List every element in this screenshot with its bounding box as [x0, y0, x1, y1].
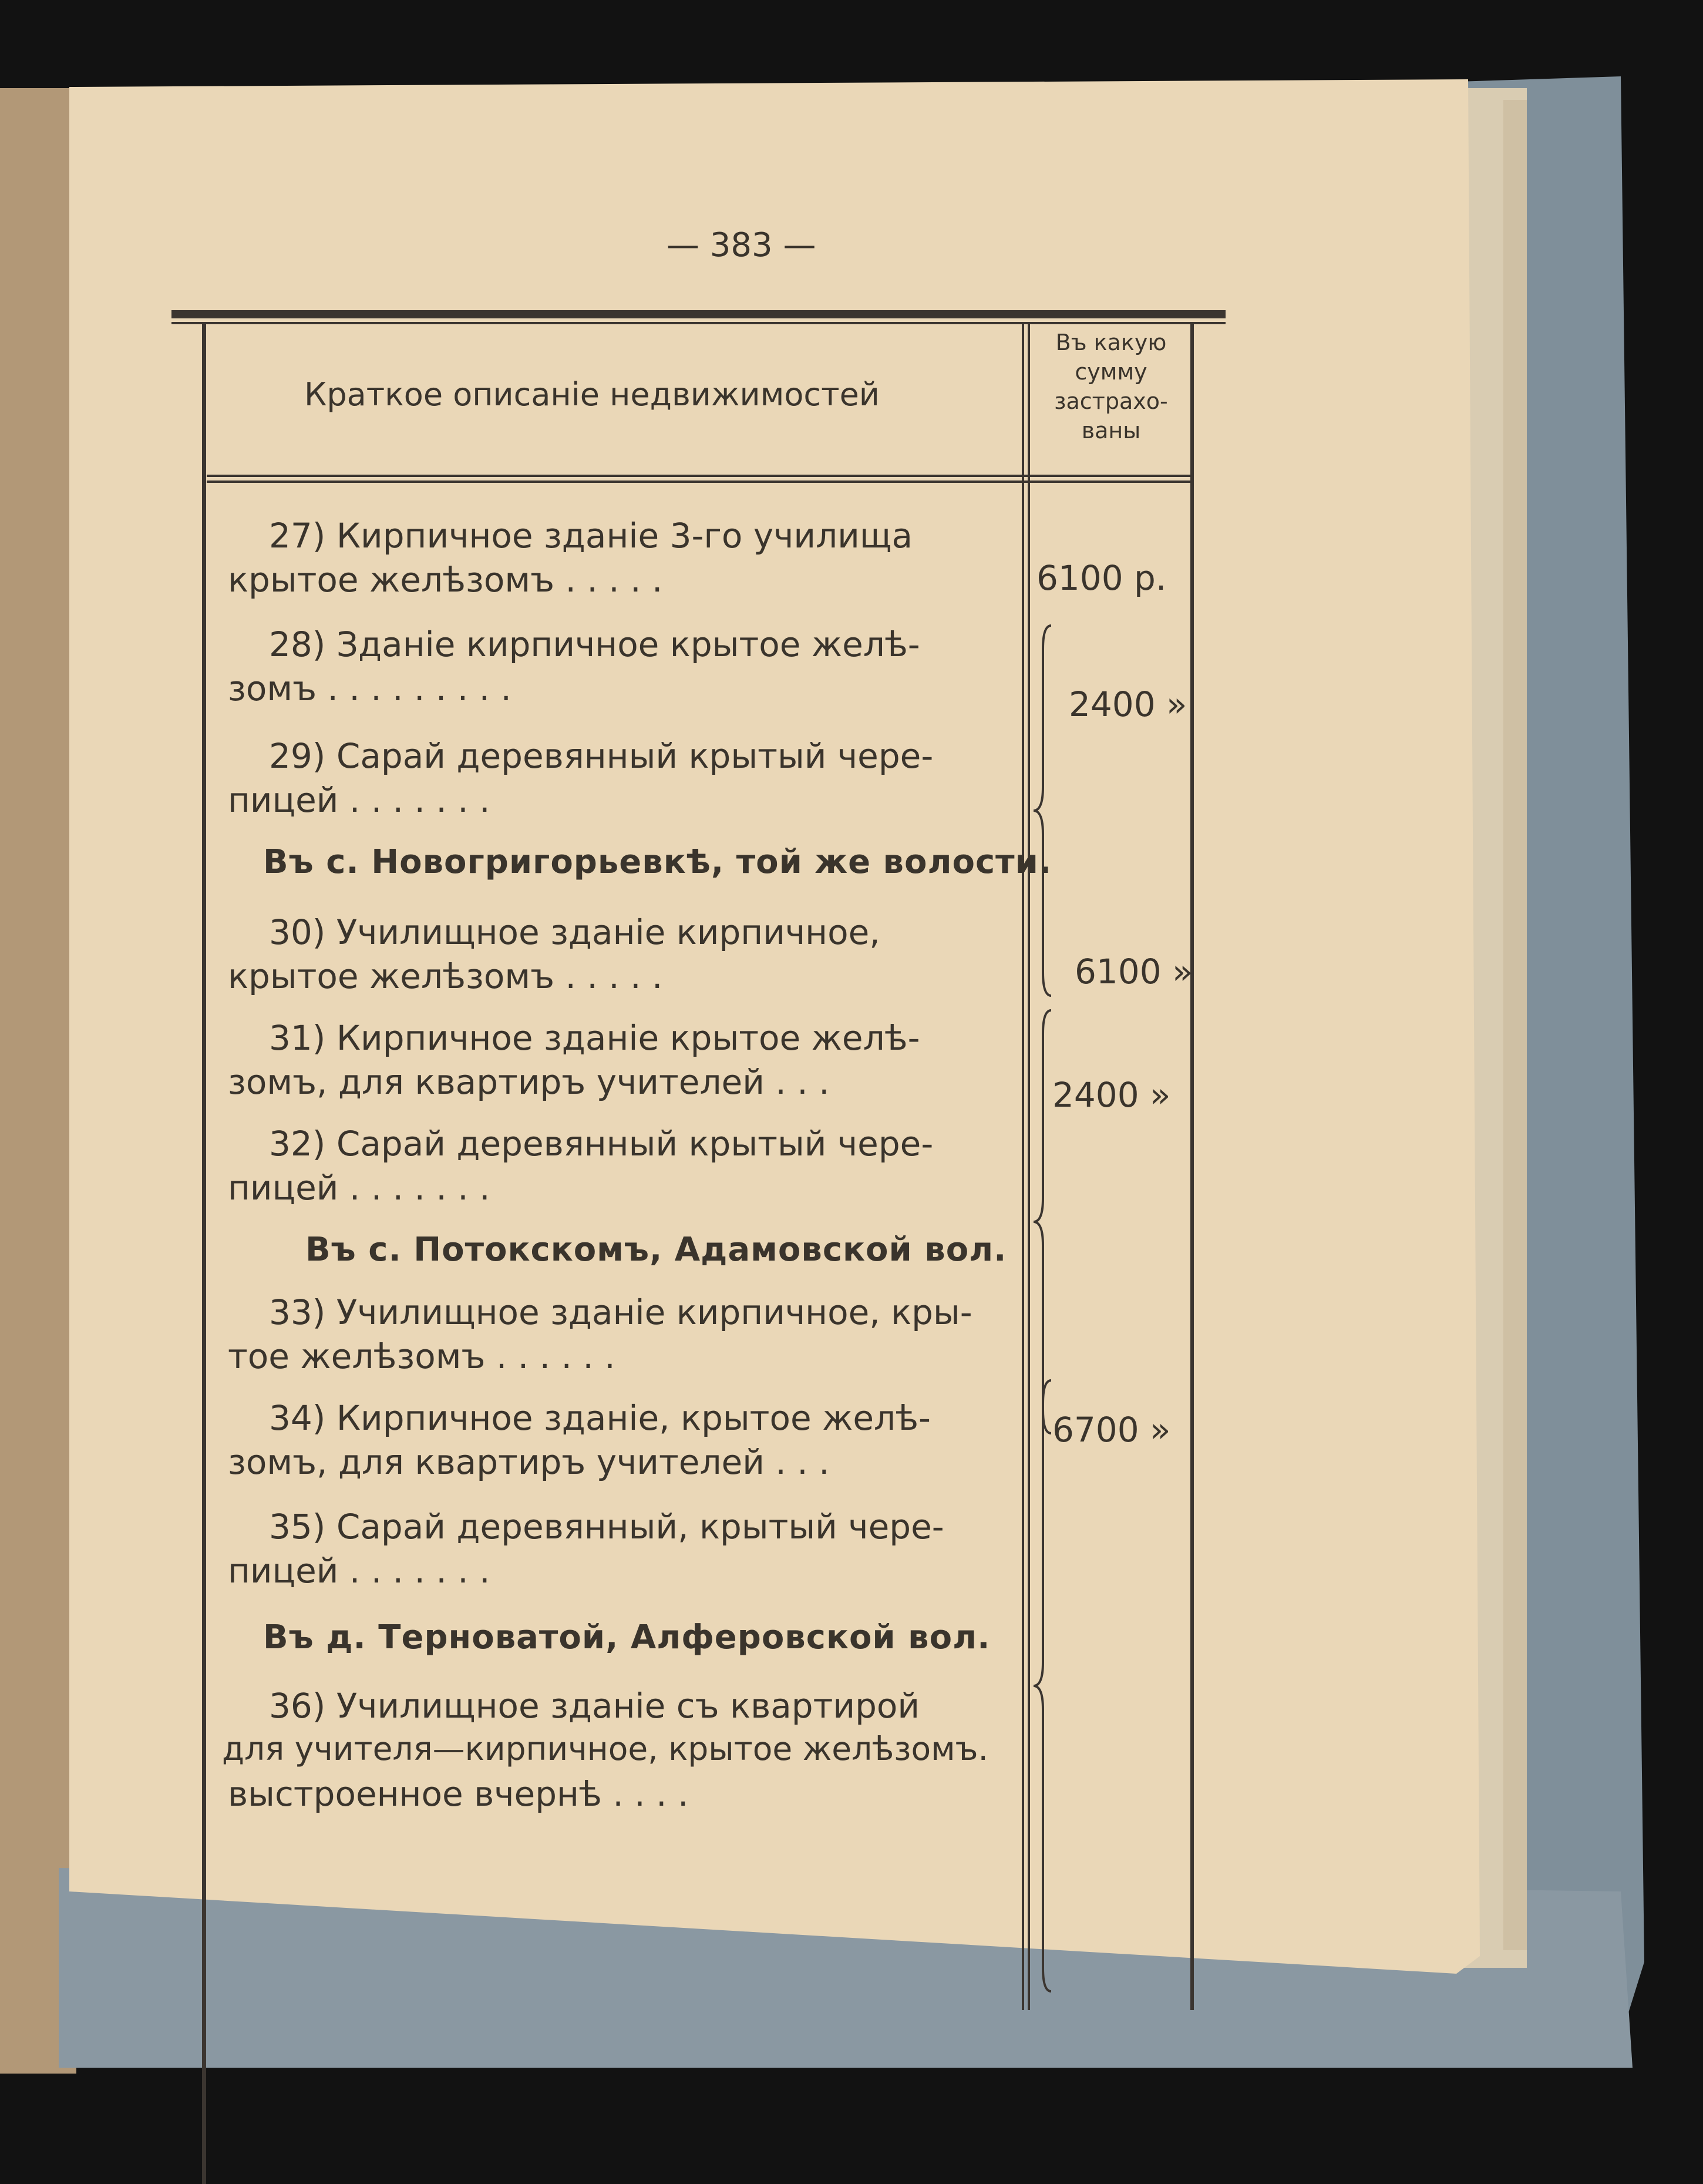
- entry-31-line-1: 31) Кирпичное зданіе крытое желѣ-: [269, 1018, 920, 1058]
- entry-28-line-1: 28) Зданіе кирпичное крытое желѣ-: [269, 624, 920, 664]
- left-column-rule: [202, 324, 206, 2184]
- sum-column-header-line-3: застрахо-: [1054, 388, 1168, 414]
- entry-36-line-1: 36) Училищное зданіе съ квартирой: [269, 1686, 920, 1726]
- entry-28-line-2: зомъ . . . . . . . . .: [228, 668, 511, 708]
- header-rule-b: [207, 481, 1193, 483]
- entry-36-line-2: для учителя—кирпичное, крытое желѣзомъ.: [222, 1730, 988, 1768]
- amount-entries-31-32: 2400 »: [1052, 1075, 1171, 1115]
- entry-30-line-1: 30) Училищное зданіе кирпичное,: [269, 912, 880, 952]
- entry-32-line-1: 32) Сарай деревянный крытый чере-: [269, 1124, 934, 1164]
- amount-entries-28-29: 2400 »: [1069, 684, 1187, 724]
- entry-35-line-2: пицей . . . . . . .: [228, 1551, 490, 1591]
- top-rule-thick: [171, 310, 1226, 318]
- page-stack-edge-2: [1503, 100, 1527, 1950]
- sum-column-header-line-1: Въ какую: [1055, 330, 1167, 355]
- entry-31-line-2: зомъ, для квартиръ учителей . . .: [228, 1062, 830, 1102]
- mid-column-rule-a: [1022, 324, 1024, 2010]
- entry-34-line-1: 34) Кирпичное зданіе, крытое желѣ-: [269, 1398, 931, 1438]
- entry-30-line-2: крытое желѣзомъ . . . . .: [228, 956, 663, 996]
- entry-33-line-1: 33) Училищное зданіе кирпичное, кры-: [269, 1292, 972, 1332]
- section-heading-potokskoe: Въ с. Потокскомъ, Адамовской вол.: [305, 1231, 1007, 1269]
- amount-entry-27: 6100 р.: [1036, 558, 1167, 598]
- entry-35-line-1: 35) Сарай деревянный, крытый чере-: [269, 1507, 944, 1547]
- entry-32-line-2: пицей . . . . . . .: [228, 1168, 490, 1208]
- entry-36-line-3: выстроенное вчернѣ . . . .: [228, 1774, 689, 1814]
- entry-33-line-2: тое желѣзомъ . . . . . .: [228, 1336, 615, 1376]
- entry-29-line-2: пицей . . . . . . .: [228, 780, 490, 820]
- amount-entry-30: 6100 »: [1075, 952, 1193, 992]
- entry-27-line-1: 27) Кирпичное зданіе 3-го училища: [269, 516, 913, 556]
- section-heading-ternovataya: Въ д. Терноватой, Алферовской вол.: [263, 1618, 991, 1657]
- sum-column-header-line-4: ваны: [1081, 418, 1141, 443]
- amount-entries-33-35: 6700 »: [1052, 1410, 1171, 1450]
- top-rule-thin: [171, 322, 1226, 324]
- sum-column-header-line-2: сумму: [1075, 359, 1147, 385]
- entry-27-line-2: крытое желѣзомъ . . . . .: [228, 560, 663, 600]
- mid-column-rule-b: [1028, 324, 1030, 2010]
- entry-34-line-2: зомъ, для квартиръ учителей . . .: [228, 1442, 830, 1482]
- header-rule-a: [207, 475, 1193, 477]
- entry-29-line-1: 29) Сарай деревянный крытый чере-: [269, 736, 934, 776]
- page-number: — 383 —: [667, 226, 816, 264]
- left-page-edge: [0, 88, 76, 2074]
- section-heading-novogrigorievka: Въ с. Новогригорьевкѣ, той же волости.: [263, 843, 1052, 881]
- right-column-rule: [1190, 324, 1194, 2010]
- description-column-header: Краткое описаніе недвижимостей: [304, 376, 880, 413]
